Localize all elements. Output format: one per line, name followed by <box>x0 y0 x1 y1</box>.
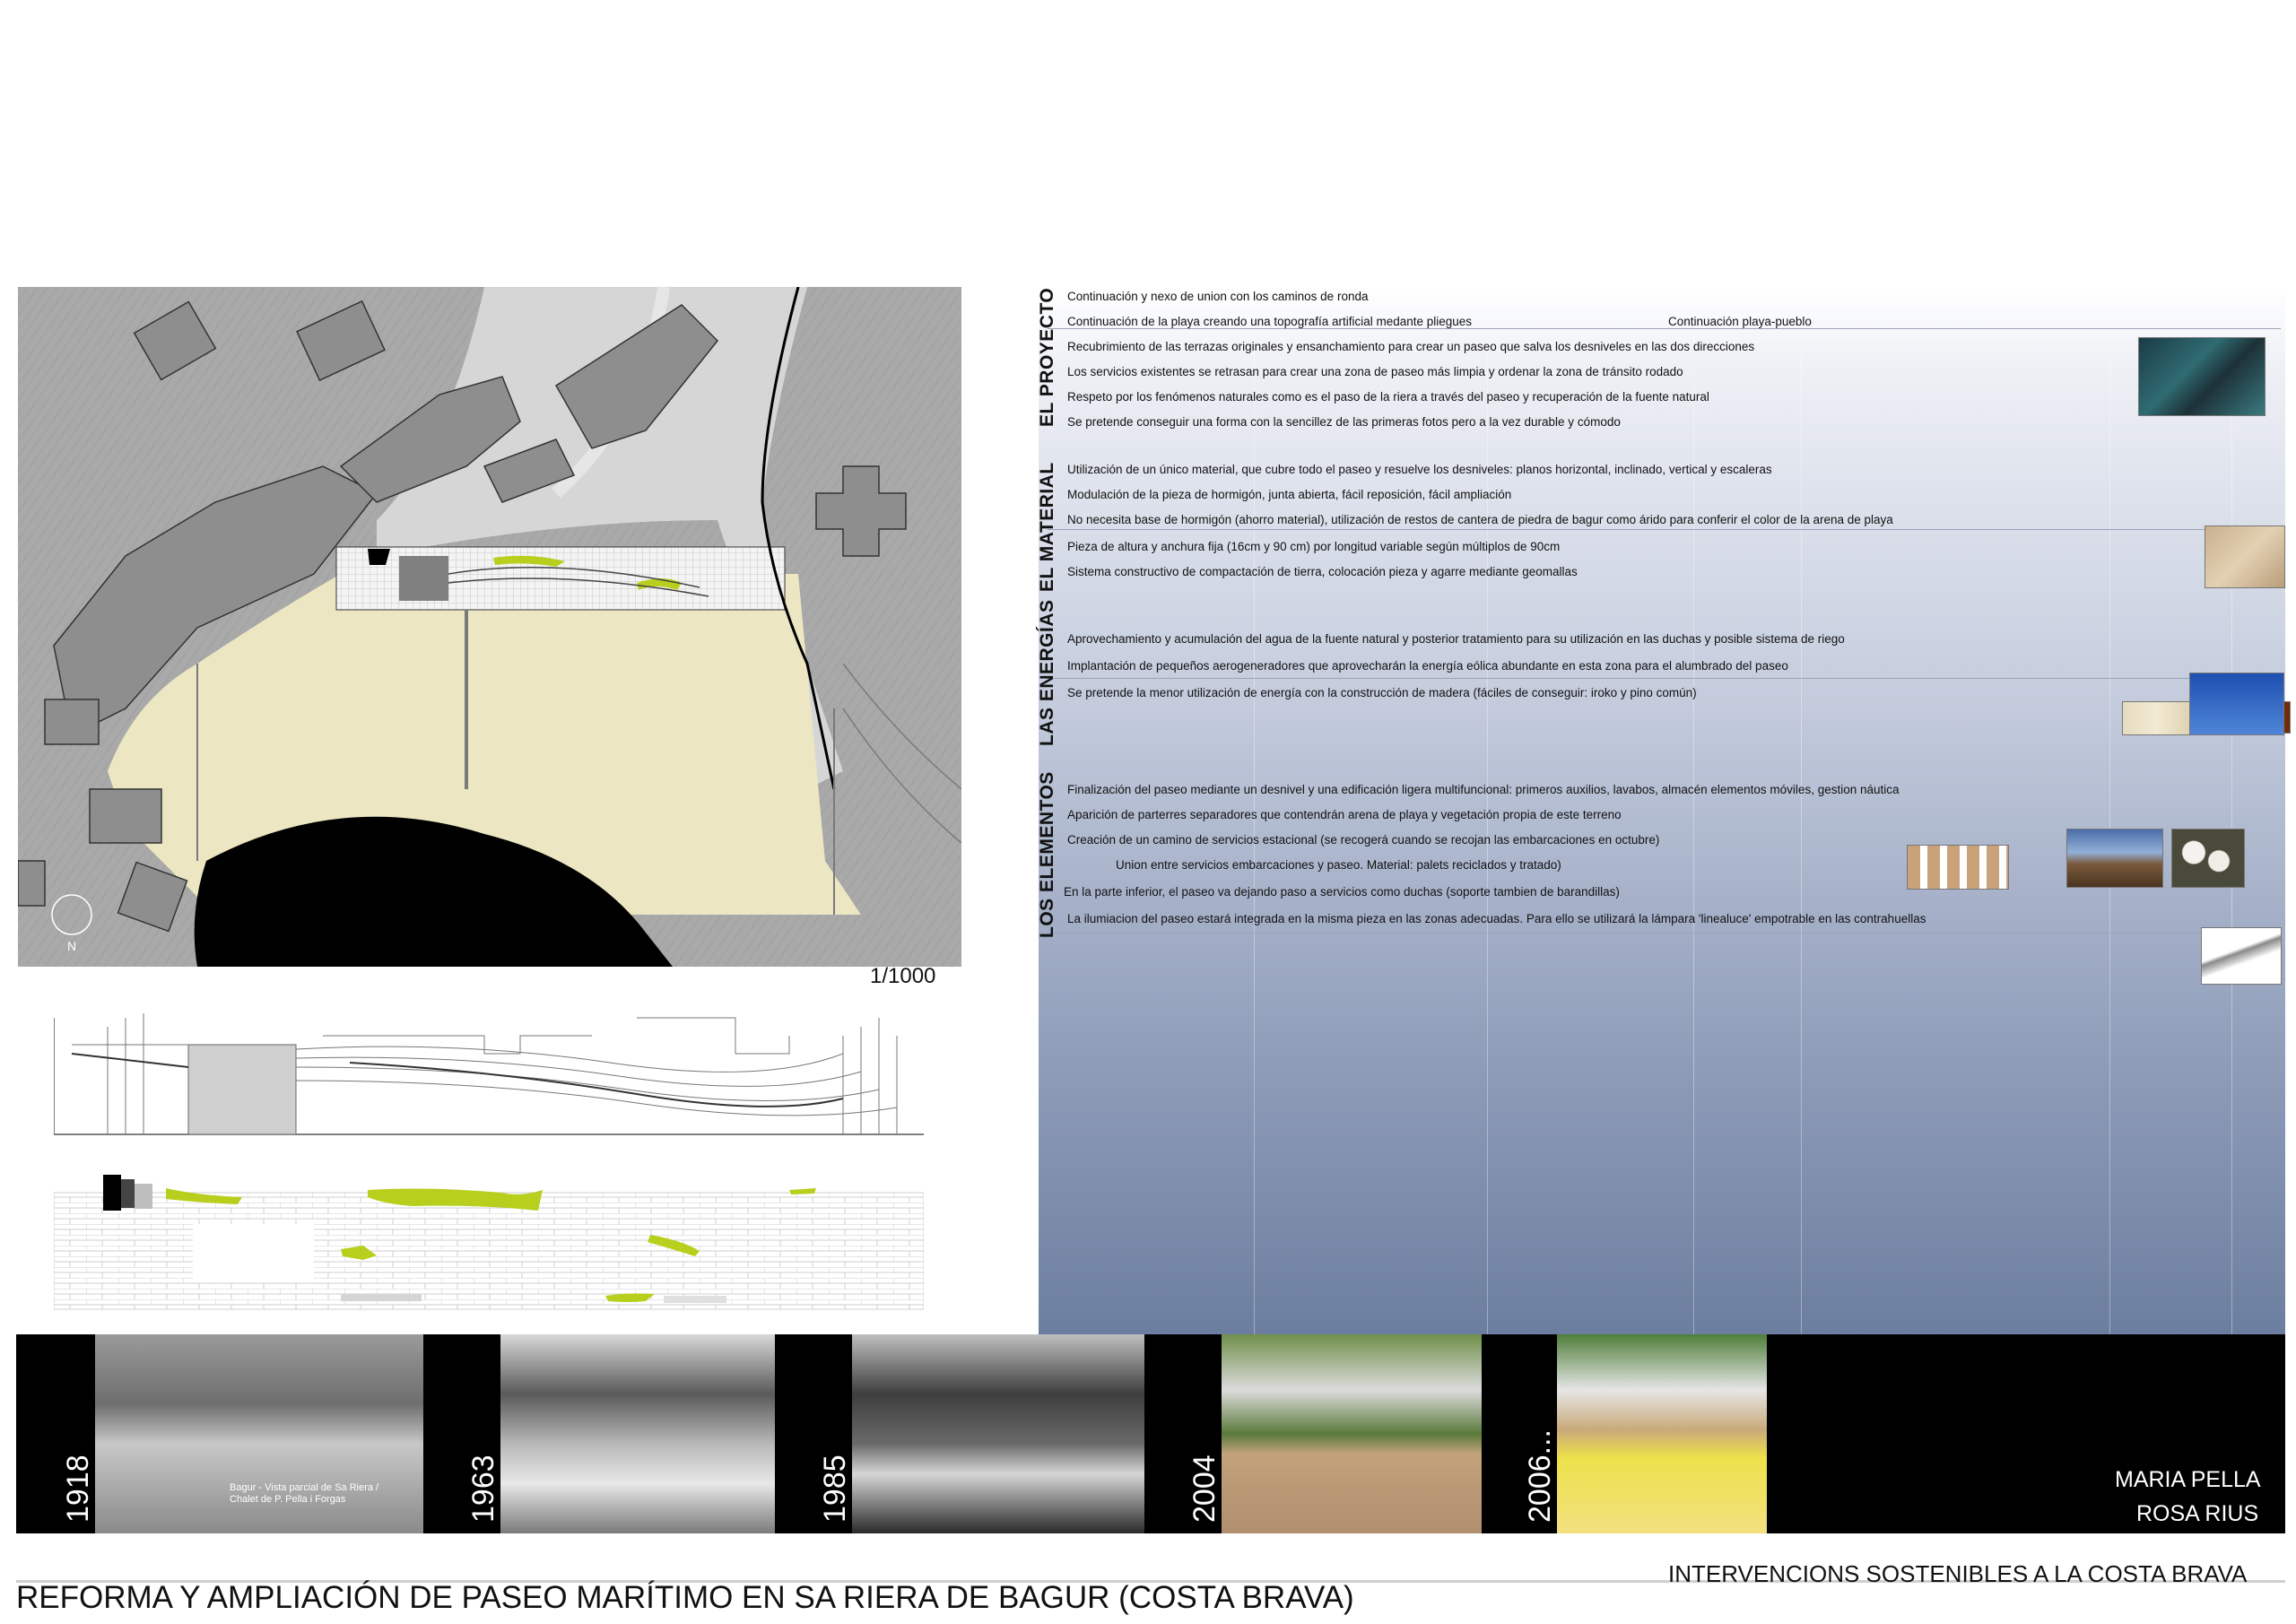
heading-el-proyecto: EL PROYECTO <box>1037 287 1057 427</box>
proyecto-extra: Continuación playa-pueblo <box>1668 315 1812 328</box>
photo-1985 <box>852 1334 1144 1533</box>
paving-drawing <box>54 1170 924 1314</box>
year-label: 1963 <box>466 1455 500 1523</box>
material-line: Utilización de un único material, que cubre todo el paseo y resuelve los desniveles: planos horizontal, inclinado, vertical y escaleras <box>1067 463 1772 476</box>
site-plan <box>18 287 961 967</box>
elementos-line: En la parte inferior, el paseo va dejando paso a servicios como duchas (soporte tambien de barandillas) <box>1064 885 1620 899</box>
author-name: ROSA RIUS <box>2136 1501 2259 1526</box>
north-label: N <box>67 939 77 953</box>
elementos-line: Union entre servicios embarcaciones y paseo. Material: palets reciclados y tratado) <box>1116 858 1561 872</box>
elementos-line: Creación de un camino de servicios estacional (se recogerá cuando se recojan las embarcaciones en octubre) <box>1067 833 1660 847</box>
photo-2004 <box>1222 1334 1482 1533</box>
photo-vegetation <box>2066 829 2163 888</box>
photo-stones <box>2171 829 2245 888</box>
proyecto-line: Respeto por los fenómenos naturales como es el paso de la riera a través del paseo y recuperación de la fuente natural <box>1067 390 1709 404</box>
energias-line: Implantación de pequeños aerogeneradores que aprovecharán la energía eólica abundante en esta zona para el alumbrado del paseo <box>1067 659 1788 673</box>
year-label: 2006... <box>1523 1429 1557 1523</box>
year-label: 2004 <box>1187 1455 1222 1523</box>
photo-wind-turbine <box>2189 673 2284 735</box>
photo-stone <box>2205 525 2285 588</box>
photo-1963 <box>500 1334 775 1533</box>
proyecto-line: Continuación de la playa creando una topografía artificial medante pliegues <box>1067 315 1473 328</box>
photo-pine-wood <box>2122 701 2192 735</box>
photo-1918 <box>95 1334 423 1533</box>
series-title: INTERVENCIONS SOSTENIBLES A LA COSTA BRAVA <box>1668 1560 2248 1587</box>
photo-timeline <box>16 1334 2285 1533</box>
elementos-line: La ilumiacion del paseo estará integrada en la misma pieza en las zonas adecuadas. Para ello se utilizará la lámpara 'linealuce' empotrable en las contrahuellas <box>1067 912 1926 925</box>
photo-1918-caption: Bagur - Vista parcial de Sa Riera / Chalet de P. Pella i Forgas <box>230 1482 379 1505</box>
photo-texture <box>2138 337 2266 416</box>
elementos-line: Aparición de parterres separadores que contendrán arena de playa y vegetación propia de este terreno <box>1067 808 1622 821</box>
photo-pallet <box>1907 845 2009 890</box>
material-line: Modulación de la pieza de hormigón, junta abierta, fácil reposición, fácil ampliación <box>1067 488 1512 501</box>
site-plan-drawing <box>18 287 961 967</box>
description-panel <box>1039 285 2285 1334</box>
year-label: 1918 <box>61 1455 95 1523</box>
photo-2006 <box>1557 1334 1767 1533</box>
year-label: 1985 <box>818 1455 852 1523</box>
material-line: No necesita base de hormigón (ahorro material), utilización de restos de cantera de piedra de bagur como árido para conferir el color de la arena de playa <box>1067 513 1893 526</box>
proyecto-line: Se pretende conseguir una forma con la sencillez de las primeras fotos pero a la vez durable y cómodo <box>1067 415 1621 429</box>
energias-line: Aprovechamiento y acumulación del agua de la fuente natural y posterior tratamiento para su utilización en las duchas y posible sistema de riego <box>1067 632 1845 646</box>
material-line: Sistema constructivo de compactación de tierra, colocación pieza y agarre mediante geomallas <box>1067 565 1578 578</box>
author-name: MARIA PELLA <box>2115 1467 2261 1492</box>
main-title: REFORMA Y AMPLIACIÓN DE PASEO MARÍTIMO EN SA RIERA DE BAGUR (COSTA BRAVA) <box>16 1580 1354 1615</box>
proyecto-line: Continuación y nexo de union con los caminos de ronda <box>1067 290 1369 303</box>
section-drawing <box>54 1000 924 1139</box>
scale-label: 1/1000 <box>870 964 936 988</box>
heading-los-elementos: LOS ELEMENTOS <box>1037 771 1057 938</box>
proyecto-line: Los servicios existentes se retrasan para crear una zona de paseo más limpia y ordenar la zona de tránsito rodado <box>1067 365 1683 378</box>
proyecto-line: Recubrimiento de las terrazas originales y ensanchamiento para crear un paseo que salva los desniveles en las dos direcciones <box>1067 340 1755 353</box>
energias-line: Se pretende la menor utilización de energía con la construcción de madera (fáciles de conseguir: iroko y pino común) <box>1067 686 1697 699</box>
photo-lamp <box>2201 927 2282 985</box>
heading-el-material: EL MATERIAL <box>1037 462 1057 592</box>
heading-las-energias: LAS ENERGÍAS <box>1037 599 1057 746</box>
material-line: Pieza de altura y anchura fija (16cm y 90 cm) por longitud variable según múltiplos de 90cm <box>1067 540 1561 553</box>
elementos-line: Finalización del paseo mediante un desnivel y una edificación ligera multifuncional: primeros auxilios, lavabos, almacén elementos móviles, gestion náutica <box>1067 783 1900 796</box>
